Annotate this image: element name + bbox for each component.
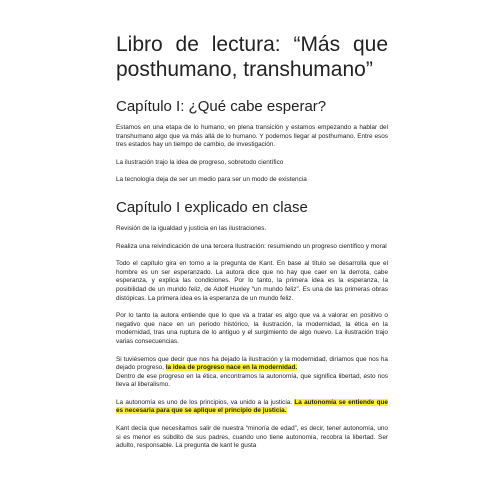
document-title: Libro de lectura: “Más que posthumano, transhumano” (116, 33, 388, 81)
chapter-1-class-heading: Capítulo I explicado en clase (116, 198, 308, 216)
chapter-1-paragraph-3: La tecnología deja de ser un medio para ser un modo de existencia (116, 176, 307, 184)
highlighted-text: la idea de progreso nace en la modernidad. (165, 364, 298, 372)
chapter-1-paragraph-2: La ilustración trajo la idea de progreso, sobretodo científico (116, 158, 284, 166)
chapter-1-paragraph-1: Estamos en una etapa de lo humano, en plena transición y estamos empezando a hablar del transhumano algo que va más allá de lo humano. Y podemos llegar al posthumano. Entre esos tres estados hay un tiempo de cambio, de investigación. (116, 124, 388, 149)
chapter-1-heading: Capítulo I: ¿Qué cabe esperar? (116, 98, 327, 115)
class-paragraph-7: Kant decía que necesitamos salir de nuestra “minoría de edad”, es decir, tener autonomía, uno si es menor es súbdito de sus padres, cuando uno tiene autonomía, recobra la libertad. Ser adulto, responsable. La pregunta de kant le gusta (116, 425, 388, 450)
class-paragraph-3: Todo el capítulo gira en torno a la pregunta de Kant. En base al título se desarrolla que el hombre es un ser esperanzado. La autora dice que no hay que caer en la derrota, cabe esperanza, y explica las condiciones. Por lo tanto, la primera idea es la esperanza, la posibilidad de un mundo feliz, de Adolf Huxley “un mundo feliz”. Es una de las primeras obras distópicas. La primera idea es la esperanza de un mundo feliz. (116, 260, 388, 302)
class-paragraph-1: Revisión de la igualdad y justicia en las ilustraciones. (116, 224, 267, 232)
paragraph-5-text: Si tuviésemos que decir que nos ha dejado la ilustración y la modernidad, diríamos que nos ha dejado progreso, (116, 355, 388, 372)
class-paragraph-2: Realiza una reivindicación de una tercera Ilustración: resumiendo un progreso científico y moral (116, 242, 387, 250)
class-paragraph-4: Por lo tanto la autora entiende que lo que va a tratar es algo que va a valorar en positivo o negativo que nace en un periodo histórico, la ilustración, la modernidad, la ética en la modernidad, tras una ruptura de lo antiguo y el surgimiento de algo nuevo. La ilustración trajo varias consecuencias. (116, 312, 388, 345)
highlighted-text: La autonomía se entiende que es necesaria para que se aplique el principio de justicia. (116, 398, 388, 415)
class-paragraph-6 (116, 399, 388, 416)
class-paragraph-5-continued: Dentro de ese progreso en la ética, encontramos la autonomía, que significa libertad, esto nos lleva al liberalismo. (116, 372, 388, 389)
paragraph-6-text: La autonomía es uno de los principios, va unido a la justicia. (116, 398, 295, 406)
class-paragraph-5 (116, 356, 388, 373)
